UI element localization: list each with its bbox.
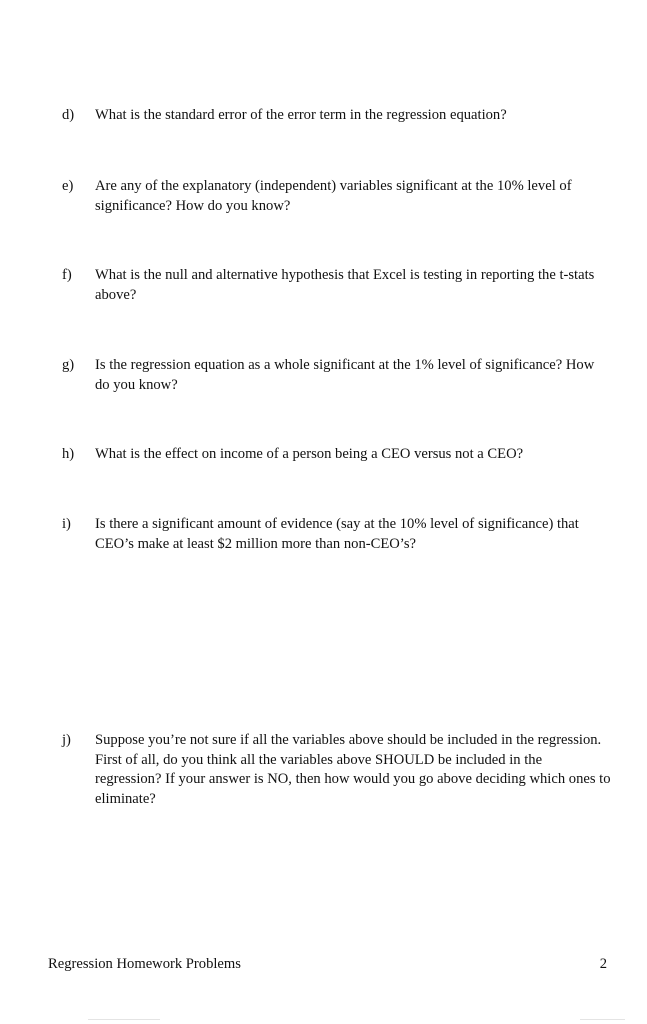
question-f bbox=[62, 266, 607, 305]
question-text: Suppose you’re not sure if all the variables above should be included in the regression. First of all, do you think all the variables above SHOULD be included in the regression? If your answer is NO, then how would you go above deciding which ones to eliminate? bbox=[95, 732, 611, 807]
question-g bbox=[62, 356, 602, 395]
question-e bbox=[62, 177, 622, 216]
question-i bbox=[62, 515, 592, 554]
scan-artifact-line bbox=[580, 1019, 625, 1020]
question-label: e) bbox=[62, 178, 74, 194]
scan-artifact-line bbox=[88, 1019, 160, 1020]
question-j bbox=[62, 731, 612, 809]
question-label: i) bbox=[62, 516, 71, 532]
question-text: Is the regression equation as a whole significant at the 1% level of significance? How do you know? bbox=[95, 357, 595, 393]
question-h bbox=[62, 445, 622, 465]
question-label: j) bbox=[62, 732, 71, 748]
question-label: g) bbox=[62, 357, 75, 373]
question-label: d) bbox=[62, 107, 75, 123]
question-d bbox=[62, 106, 622, 126]
page-number: 2 bbox=[599, 956, 607, 972]
question-label: h) bbox=[62, 446, 75, 462]
question-text: What is the standard error of the error term in the regression equation? bbox=[95, 107, 507, 123]
question-label: f) bbox=[62, 267, 72, 283]
footer-title: Regression Homework Problems bbox=[48, 956, 241, 972]
question-text: What is the null and alternative hypothesis that Excel is testing in reporting the t-stats above? bbox=[95, 267, 595, 303]
question-text: What is the effect on income of a person being a CEO versus not a CEO? bbox=[95, 446, 524, 462]
question-text: Is there a significant amount of evidence (say at the 10% level of significance) that CEO’s make at least $2 million more than non-CEO’s? bbox=[95, 516, 579, 552]
question-text: Are any of the explanatory (independent) variables significant at the 10% level of significance? How do you know? bbox=[95, 178, 572, 214]
page-footer bbox=[48, 956, 607, 973]
